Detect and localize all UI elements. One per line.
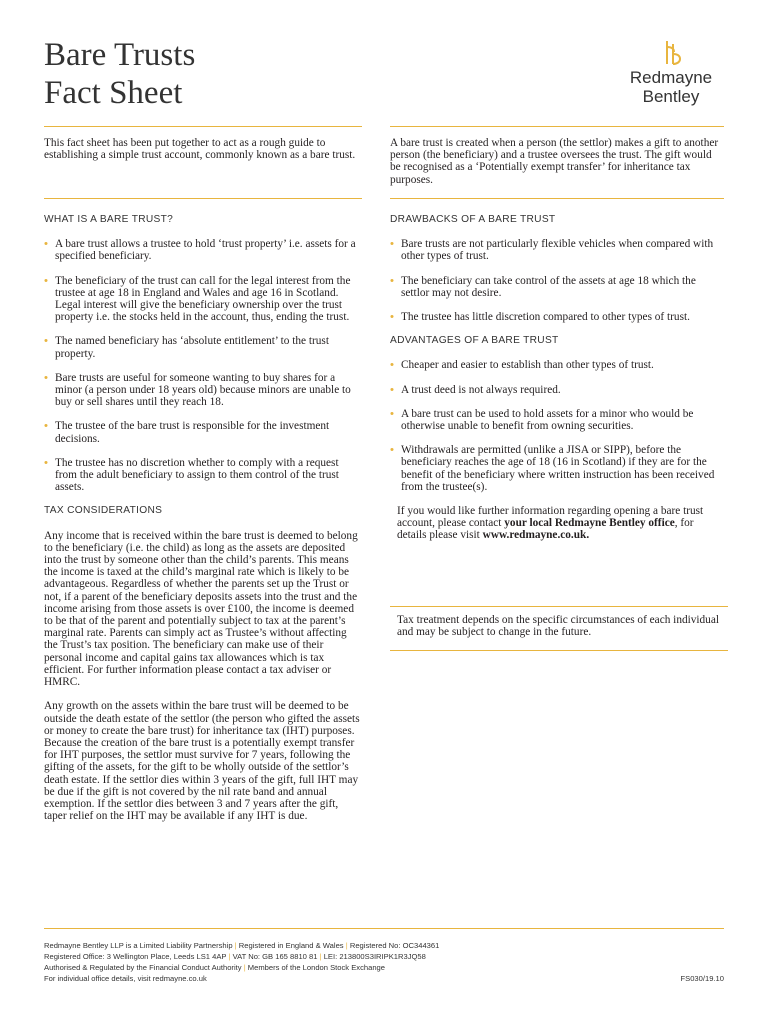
footer-lse: Members of the London Stock Exchange (247, 963, 385, 972)
divider-mid-right (390, 198, 724, 199)
list-item: • Bare trusts are useful for someone wanting to buy shares for a minor (a person under 18 years old) because minors are unable to buy or sell shares until they reach 18. (44, 372, 362, 409)
contact-website-link[interactable]: www.redmayne.co.uk. (482, 529, 590, 542)
title-line-1: Bare Trusts (44, 37, 196, 73)
footer-line-3 (44, 962, 724, 973)
drawbacks-list (390, 238, 722, 323)
footer-lei: LEI: 213800S3IRIPK1R3JQ58 (323, 952, 426, 961)
title-line-2: Fact Sheet (44, 75, 183, 111)
list-item: • The trustee has little discretion compared to other types of trust. (390, 311, 722, 323)
tax-note-text: Tax treatment depends on the specific circumstances of each individual and may be subject to change in the future. (397, 614, 719, 639)
advantages-section (390, 335, 722, 493)
tax-section (44, 505, 362, 822)
list-item: • The beneficiary of the trust can call for the legal interest from the trustee at age 18 in England and Wales and age 16 in Scotland. Legal interest will give the beneficiary ownership over the trust property i.e. the stocks held in the account, thus, ending the trust. (44, 275, 362, 324)
tax-heading: TAX CONSIDERATIONS (44, 505, 163, 517)
list-item: • Cheaper and easier to establish than other types of trust. (390, 359, 722, 371)
footer-llp: Redmayne Bentley LLP is a Limited Liability Partnership (44, 941, 233, 950)
footer-separator: | (228, 952, 231, 961)
footer-line-4: For individual office details, visit redmayne.co.uk (44, 974, 207, 983)
footer-separator: | (234, 941, 237, 950)
list-item: • The trustee has no discretion whether to comply with a request from the adult beneficiary to assign to them control of the trust assets. (44, 457, 362, 494)
logo-mark-icon (660, 40, 682, 66)
intro-left (44, 137, 362, 161)
list-item: • The beneficiary can take control of the assets at age 18 which the settlor may not desire. (390, 275, 722, 299)
tax-paragraph-2: Any growth on the assets within the bare trust will be deemed to be outside the death estate of the settlor (the person who gifted the assets or money to create the bare trust) for inheritance tax (IHT) purposes. Because the creation of the bare trust is a potentially exempt transfer for IHT purposes, the settlor must survive for 7 years, following the gifting of the assets, for the gift to be wholly outside of the settlor’s death estate. If the settlor dies within 3 years of the gift, full IHT may be due if the gift is not covered by the nil rate band and annual exemption. If the settlor dies between 3 and 7 years after the gift, taper relief on the IHT may be available if any IHT is due. (44, 700, 360, 823)
what-is-heading: WHAT IS A BARE TRUST? (44, 214, 174, 225)
list-item: • Withdrawals are permitted (unlike a JISA or SIPP), before the beneficiary reaches the age of 18 (16 in Scotland) if they are for the benefit of the beneficiary where written instruction has been received from the trustee(s). (390, 444, 722, 493)
advantages-heading: ADVANTAGES OF A BARE TRUST (390, 335, 559, 347)
footer-separator: | (243, 963, 246, 972)
footer-fca: Authorised & Regulated by the Financial Conduct Authority (44, 963, 242, 972)
contact-text-2: , for details please visit (397, 517, 694, 542)
footer-registered-no: Registered No: OC344361 (349, 941, 440, 950)
footer-line-2 (44, 951, 724, 962)
footer-rule (44, 928, 724, 929)
contact-paragraph (390, 505, 722, 542)
contact-text-1: If you would like further information regarding opening a bare trust account, please contact (397, 505, 704, 530)
list-item: • A bare trust can be used to hold assets for a minor who would be otherwise unable to benefit from owning securities. (390, 408, 722, 432)
footer-separator: | (345, 941, 348, 950)
intro-right-text: A bare trust is created when a person (the settlor) makes a gift to another person (the beneficiary) and a trustee oversees the trust. The gift would be recognised as a ‘Potentially exempt transfer’ for inheritance tax purposes. (390, 137, 719, 186)
divider-top-left (44, 126, 362, 127)
logo-word-1: Redmayne (629, 68, 713, 87)
intro-right (390, 137, 722, 186)
document-code: FS030/19.10 (680, 974, 724, 983)
list-item: • A trust deed is not always required. (390, 384, 722, 396)
contact-office-link: your local Redmayne Bentley office (504, 517, 675, 530)
list-item: • The named beneficiary has ‘absolute entitlement’ to the trust property. (44, 335, 362, 359)
footer (44, 940, 724, 984)
what-is-section (44, 214, 362, 493)
tax-note-box (390, 606, 728, 638)
divider-top-right (390, 126, 724, 127)
drawbacks-heading: DRAWBACKS OF A BARE TRUST (390, 214, 556, 225)
tax-paragraph-1: Any income that is received within the bare trust is deemed to belong to the beneficiary (i.e. the child) as long as the assets are deposited into the trust by someone other than the child’s parents. This means the income is taxed at the child’s marginal rate which is likely to be advantageous. Regardless of whether the parents set up the Trust or not, if a parent of the beneficiary deposits assets into the trust and the income arising from those assets is over £100, the income is deemed to be that of the parent and potentially subject to tax at the parent’s marginal rate. Parents can simply act as Trustee’s without affecting the Trust’s tax position. The beneficiary can make use of their personal income and capital gains tax allowances which is tax efficient. For further information please contact a tax adviser or HMRC. (44, 529, 358, 689)
company-logo (616, 40, 726, 106)
left-column (44, 214, 362, 834)
divider-mid-left (44, 198, 362, 199)
advantages-list (390, 359, 722, 493)
footer-line-1 (44, 940, 724, 951)
intro-left-text: This fact sheet has been put together to act as a rough guide to establishing a simple trust account, commonly known as a bare trust. (44, 137, 356, 162)
page-title (44, 36, 195, 112)
tax-note-bottom-rule (390, 650, 728, 651)
list-item: • The trustee of the bare trust is responsible for the investment decisions. (44, 420, 362, 444)
what-is-list (44, 238, 362, 493)
footer-office: Registered Office: 3 Wellington Place, Leeds LS1 4AP (44, 952, 227, 961)
footer-registered-in: Registered in England & Wales (238, 941, 344, 950)
list-item: • A bare trust allows a trustee to hold ‘trust property’ i.e. assets for a specified beneficiary. (44, 238, 362, 262)
drawbacks-section (390, 214, 722, 323)
right-column (390, 214, 722, 542)
footer-separator: | (319, 952, 322, 961)
footer-vat: VAT No: GB 165 8810 81 (232, 952, 318, 961)
logo-word-2: Bentley (642, 87, 700, 106)
list-item: • Bare trusts are not particularly flexible vehicles when compared with other types of trust. (390, 238, 722, 262)
